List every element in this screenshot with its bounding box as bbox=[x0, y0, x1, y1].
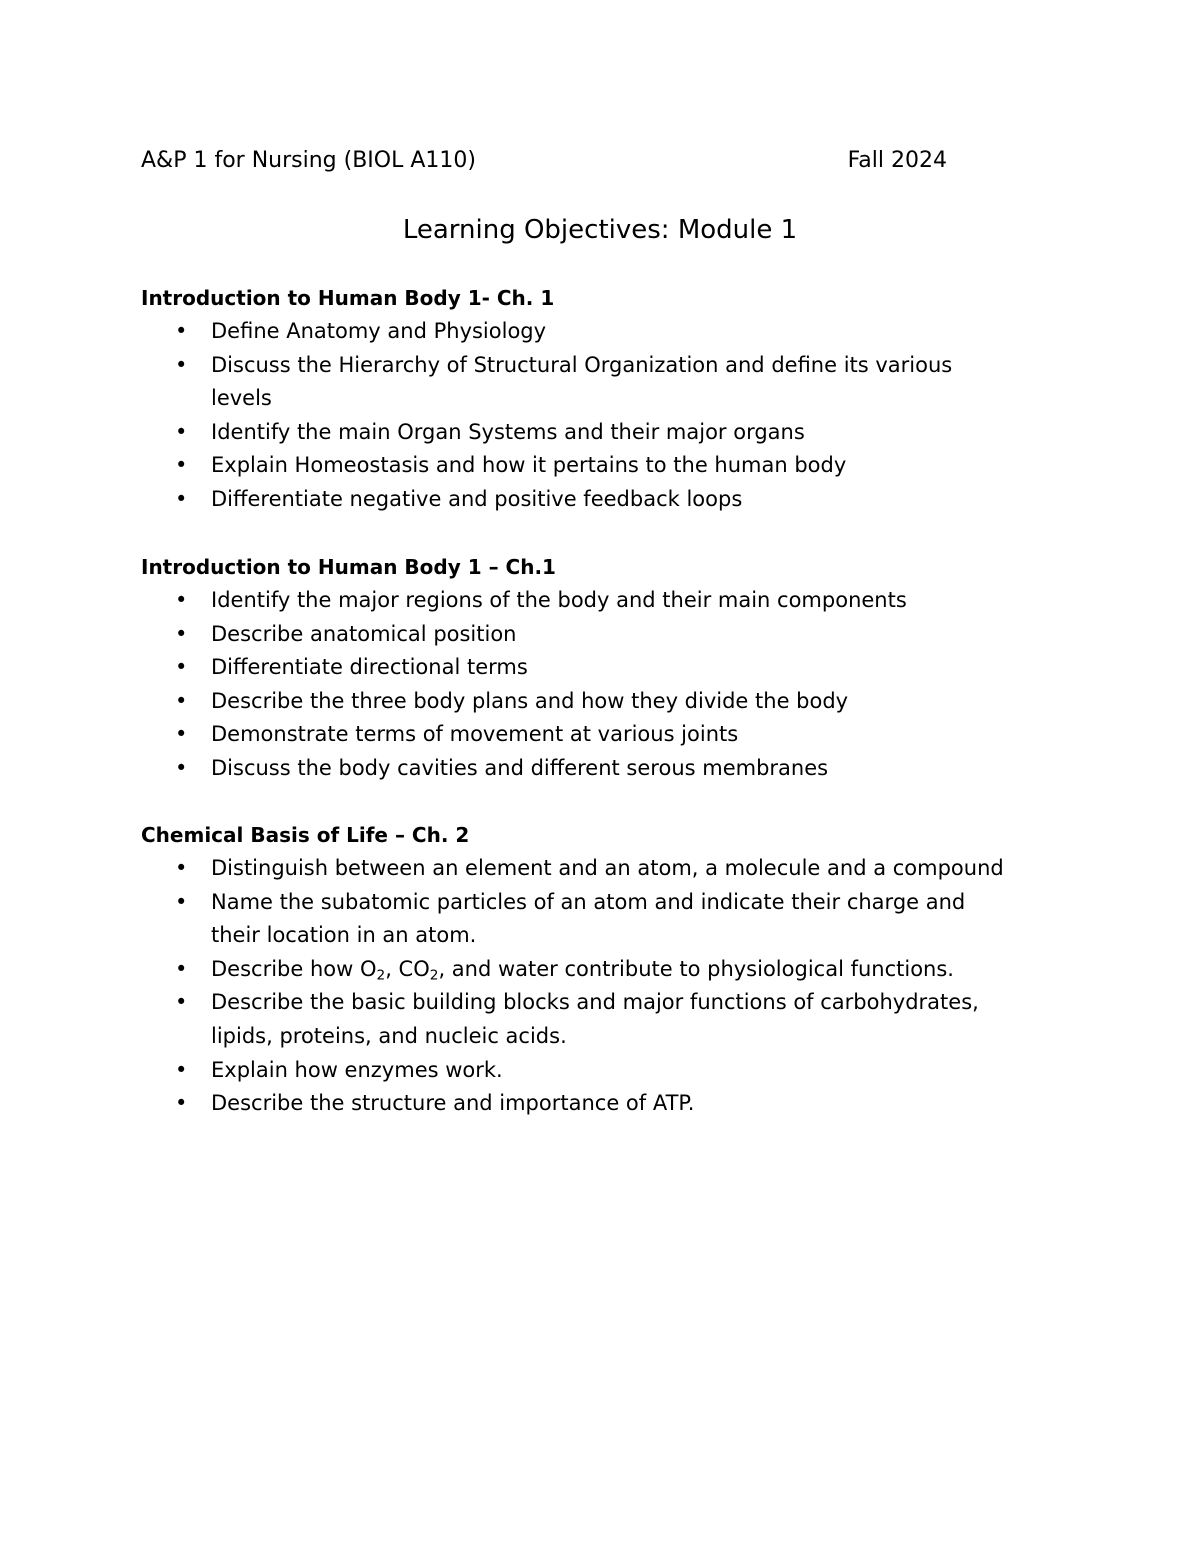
list-item: • Explain Homeostasis and how it pertains to the human body bbox=[141, 449, 1061, 483]
bullet-icon: • bbox=[175, 856, 188, 880]
list-item: • Identify the main Organ Systems and their major organs bbox=[141, 416, 1061, 450]
section-heading-1: Introduction to Human Body 1- Ch. 1 bbox=[141, 286, 555, 310]
list-item: • Describe the basic building blocks and major functions of carbohydrates, lipids, proteins, and nucleic acids. bbox=[141, 986, 1061, 1053]
list-item: • Describe the three body plans and how they divide the body bbox=[141, 685, 1061, 719]
bullet-icon: • bbox=[175, 889, 188, 914]
page-title: Learning Objectives: Module 1 bbox=[402, 215, 798, 245]
list-item: • Distinguish between an element and an atom, a molecule and a compound bbox=[141, 852, 1061, 886]
bullet-icon: • bbox=[175, 352, 188, 377]
list-item: • Demonstrate terms of movement at various joints bbox=[141, 718, 1061, 752]
list-item: • Discuss the Hierarchy of Structural Organization and define its various levels bbox=[141, 349, 1061, 416]
bullet-icon: • bbox=[175, 419, 188, 444]
section-heading-3: Chemical Basis of Life – Ch. 2 bbox=[141, 823, 470, 847]
list-item: • Explain how enzymes work. bbox=[141, 1054, 1061, 1088]
bullet-icon: • bbox=[175, 319, 188, 343]
list-item: • Describe the structure and importance of ATP. bbox=[141, 1087, 1061, 1121]
objectives-list-1 bbox=[141, 315, 1061, 517]
bullet-icon: • bbox=[175, 956, 188, 981]
bullet-icon: • bbox=[175, 990, 188, 1015]
bullet-icon: • bbox=[175, 1057, 188, 1082]
term-label: Fall 2024 bbox=[847, 148, 947, 173]
bullet-icon: • bbox=[175, 621, 188, 646]
list-item: • Identify the major regions of the body and their main components bbox=[141, 584, 1061, 618]
list-item: • Differentiate directional terms bbox=[141, 651, 1061, 685]
objectives-list-2 bbox=[141, 584, 1061, 786]
section-heading-2: Introduction to Human Body 1 – Ch.1 bbox=[141, 555, 556, 579]
document-header bbox=[141, 144, 947, 178]
bullet-icon: • bbox=[175, 722, 188, 747]
bullet-icon: • bbox=[175, 655, 188, 680]
list-item bbox=[141, 953, 1061, 987]
list-item: • Describe anatomical position bbox=[141, 618, 1061, 652]
list-item: • Define Anatomy and Physiology bbox=[141, 315, 1061, 349]
bullet-icon: • bbox=[175, 688, 188, 713]
bullet-icon: • bbox=[175, 755, 188, 780]
list-item: • Name the subatomic particles of an atom and indicate their charge and their location in an atom. bbox=[141, 886, 1061, 953]
bullet-icon: • bbox=[175, 453, 188, 478]
bullet-icon: • bbox=[175, 486, 188, 511]
chemistry-line: Describe how $O_2$, $CO_2$, and water contribute to physiological functions. bbox=[211, 956, 954, 984]
bullet-icon: • bbox=[175, 1091, 188, 1116]
course-name: A&P 1 for Nursing (BIOL A110) bbox=[141, 148, 476, 173]
list-item: • Differentiate negative and positive feedback loops bbox=[141, 483, 1061, 517]
list-item: • Discuss the body cavities and different serous membranes bbox=[141, 752, 1061, 786]
bullet-icon: • bbox=[175, 588, 188, 612]
objectives-list-3 bbox=[141, 852, 1061, 1121]
